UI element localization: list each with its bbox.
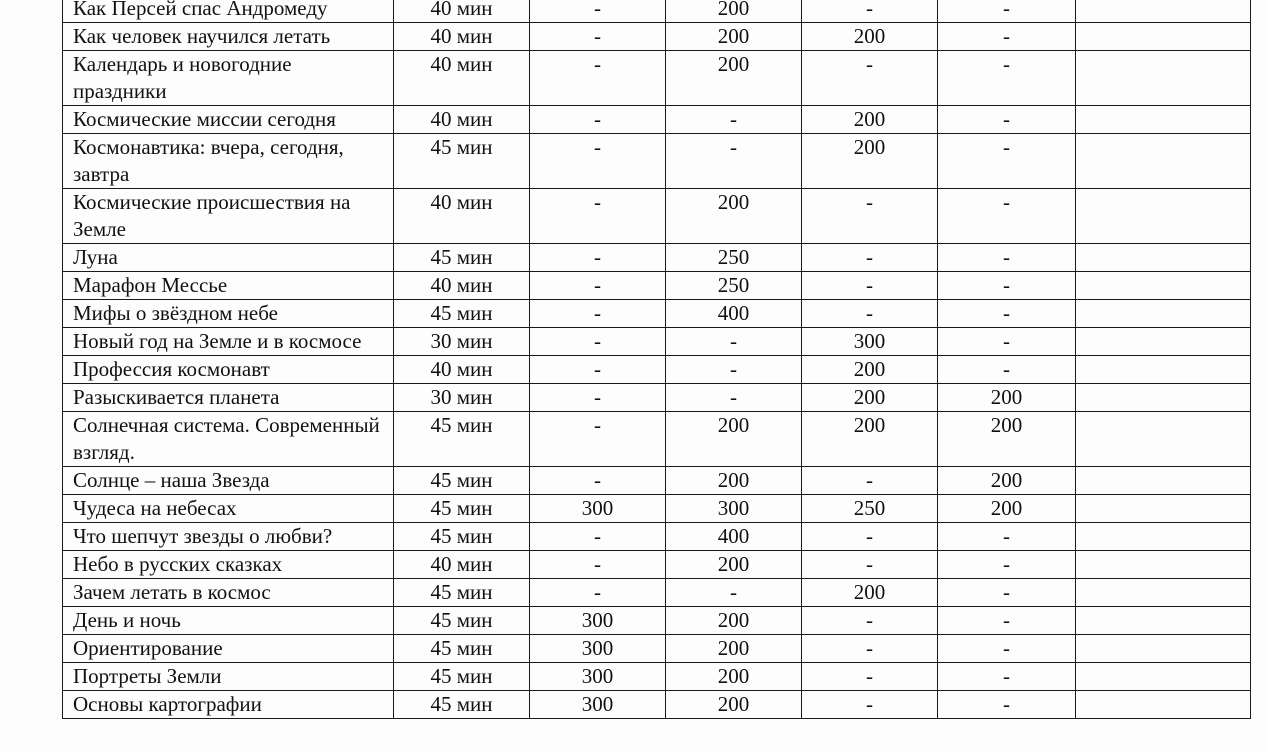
- price-col-3-cell: 200: [802, 23, 938, 51]
- price-col-1-cell: -: [530, 328, 666, 356]
- price-col-4-cell: -: [938, 106, 1076, 134]
- table-row: [63, 467, 1251, 495]
- price-col-2-cell: 200: [666, 0, 802, 23]
- price-col-3-cell: -: [802, 607, 938, 635]
- price-col-3-cell: -: [802, 51, 938, 106]
- duration-cell: 45 мин: [394, 691, 530, 719]
- duration-cell: 40 мин: [394, 0, 530, 23]
- price-col-3-cell: 300: [802, 328, 938, 356]
- table-row: [63, 0, 1251, 23]
- duration-cell: 40 мин: [394, 189, 530, 244]
- price-col-4-cell: -: [938, 635, 1076, 663]
- price-col-3-cell: -: [802, 244, 938, 272]
- table-row: [63, 328, 1251, 356]
- price-col-1-cell: 300: [530, 635, 666, 663]
- empty-cell: [1076, 189, 1251, 244]
- empty-cell: [1076, 523, 1251, 551]
- empty-cell: [1076, 579, 1251, 607]
- price-col-2-cell: 200: [666, 467, 802, 495]
- price-col-4-cell: -: [938, 523, 1076, 551]
- table-row: [63, 23, 1251, 51]
- empty-cell: [1076, 495, 1251, 523]
- price-col-1-cell: -: [530, 467, 666, 495]
- program-title-cell: Космические происшествия на Земле: [63, 189, 394, 244]
- program-title-cell: Чудеса на небесах: [63, 495, 394, 523]
- price-col-4-cell: 200: [938, 495, 1076, 523]
- price-col-3-cell: -: [802, 300, 938, 328]
- price-col-4-cell: -: [938, 244, 1076, 272]
- price-col-2-cell: 200: [666, 189, 802, 244]
- table-row: [63, 384, 1251, 412]
- empty-cell: [1076, 663, 1251, 691]
- price-col-2-cell: 200: [666, 551, 802, 579]
- price-col-4-cell: -: [938, 23, 1076, 51]
- duration-cell: 45 мин: [394, 300, 530, 328]
- duration-cell: 40 мин: [394, 356, 530, 384]
- price-col-2-cell: 300: [666, 495, 802, 523]
- price-col-4-cell: -: [938, 579, 1076, 607]
- duration-cell: 40 мин: [394, 551, 530, 579]
- duration-cell: 40 мин: [394, 106, 530, 134]
- table-row: [63, 551, 1251, 579]
- price-col-3-cell: -: [802, 189, 938, 244]
- table-row: [63, 412, 1251, 467]
- price-col-3-cell: -: [802, 663, 938, 691]
- program-title-cell: Небо в русских сказках: [63, 551, 394, 579]
- empty-cell: [1076, 691, 1251, 719]
- price-col-2-cell: 200: [666, 23, 802, 51]
- price-col-2-cell: 200: [666, 51, 802, 106]
- price-col-3-cell: -: [802, 0, 938, 23]
- price-col-2-cell: 400: [666, 523, 802, 551]
- program-title-cell: Как Персей спас Андромеду: [63, 0, 394, 23]
- empty-cell: [1076, 23, 1251, 51]
- price-col-4-cell: -: [938, 356, 1076, 384]
- program-title-cell: Мифы о звёздном небе: [63, 300, 394, 328]
- price-col-3-cell: -: [802, 551, 938, 579]
- program-title-cell: Что шепчут звезды о любви?: [63, 523, 394, 551]
- price-col-2-cell: 200: [666, 691, 802, 719]
- price-col-4-cell: -: [938, 51, 1076, 106]
- table-body: [63, 0, 1251, 719]
- table-row: [63, 523, 1251, 551]
- price-col-1-cell: 300: [530, 495, 666, 523]
- price-col-1-cell: -: [530, 106, 666, 134]
- price-col-4-cell: -: [938, 272, 1076, 300]
- price-col-2-cell: -: [666, 384, 802, 412]
- duration-cell: 45 мин: [394, 134, 530, 189]
- empty-cell: [1076, 356, 1251, 384]
- price-col-1-cell: -: [530, 0, 666, 23]
- program-title-cell: Основы картографии: [63, 691, 394, 719]
- table-row: [63, 579, 1251, 607]
- duration-cell: 45 мин: [394, 607, 530, 635]
- price-col-3-cell: 200: [802, 134, 938, 189]
- price-col-2-cell: 400: [666, 300, 802, 328]
- price-col-3-cell: 200: [802, 579, 938, 607]
- empty-cell: [1076, 0, 1251, 23]
- price-col-3-cell: 200: [802, 384, 938, 412]
- price-col-1-cell: 300: [530, 663, 666, 691]
- price-col-4-cell: -: [938, 0, 1076, 23]
- empty-cell: [1076, 607, 1251, 635]
- table-row: [63, 356, 1251, 384]
- price-col-1-cell: -: [530, 272, 666, 300]
- program-title-cell: Новый год на Земле и в космосе: [63, 328, 394, 356]
- table-row: [63, 663, 1251, 691]
- price-col-4-cell: -: [938, 691, 1076, 719]
- price-col-1-cell: 300: [530, 607, 666, 635]
- table-row: [63, 189, 1251, 244]
- price-col-2-cell: -: [666, 328, 802, 356]
- price-col-4-cell: -: [938, 134, 1076, 189]
- price-col-4-cell: -: [938, 607, 1076, 635]
- duration-cell: 30 мин: [394, 328, 530, 356]
- table-row: [63, 300, 1251, 328]
- price-col-4-cell: -: [938, 663, 1076, 691]
- price-col-3-cell: -: [802, 635, 938, 663]
- program-title-cell: Космические миссии сегодня: [63, 106, 394, 134]
- price-col-1-cell: -: [530, 412, 666, 467]
- program-title-cell: Солнечная система. Современный взгляд.: [63, 412, 394, 467]
- empty-cell: [1076, 300, 1251, 328]
- program-title-cell: Марафон Мессье: [63, 272, 394, 300]
- duration-cell: 40 мин: [394, 51, 530, 106]
- empty-cell: [1076, 467, 1251, 495]
- duration-cell: 40 мин: [394, 272, 530, 300]
- price-col-4-cell: 200: [938, 384, 1076, 412]
- price-col-2-cell: 200: [666, 607, 802, 635]
- price-col-3-cell: 200: [802, 356, 938, 384]
- price-col-4-cell: 200: [938, 467, 1076, 495]
- price-col-2-cell: -: [666, 134, 802, 189]
- empty-cell: [1076, 106, 1251, 134]
- price-col-3-cell: -: [802, 272, 938, 300]
- table-row: [63, 495, 1251, 523]
- program-title-cell: Луна: [63, 244, 394, 272]
- duration-cell: 45 мин: [394, 663, 530, 691]
- empty-cell: [1076, 272, 1251, 300]
- price-col-2-cell: -: [666, 579, 802, 607]
- price-col-1-cell: -: [530, 300, 666, 328]
- program-title-cell: Профессия космонавт: [63, 356, 394, 384]
- duration-cell: 45 мин: [394, 635, 530, 663]
- price-col-4-cell: -: [938, 189, 1076, 244]
- price-col-1-cell: -: [530, 579, 666, 607]
- price-col-3-cell: -: [802, 523, 938, 551]
- price-col-1-cell: -: [530, 356, 666, 384]
- program-title-cell: Разыскивается планета: [63, 384, 394, 412]
- programs-price-table: [62, 0, 1251, 719]
- price-col-2-cell: -: [666, 356, 802, 384]
- price-col-1-cell: -: [530, 134, 666, 189]
- price-col-4-cell: -: [938, 328, 1076, 356]
- price-col-2-cell: 250: [666, 244, 802, 272]
- empty-cell: [1076, 134, 1251, 189]
- empty-cell: [1076, 244, 1251, 272]
- price-col-4-cell: 200: [938, 412, 1076, 467]
- program-title-cell: Солнце – наша Звезда: [63, 467, 394, 495]
- program-title-cell: Ориентирование: [63, 635, 394, 663]
- table-row: [63, 607, 1251, 635]
- empty-cell: [1076, 551, 1251, 579]
- price-col-2-cell: 200: [666, 412, 802, 467]
- duration-cell: 45 мин: [394, 523, 530, 551]
- duration-cell: 30 мин: [394, 384, 530, 412]
- price-col-4-cell: -: [938, 551, 1076, 579]
- table-row: [63, 244, 1251, 272]
- price-col-2-cell: 200: [666, 663, 802, 691]
- empty-cell: [1076, 635, 1251, 663]
- program-title-cell: Портреты Земли: [63, 663, 394, 691]
- empty-cell: [1076, 384, 1251, 412]
- price-col-1-cell: 300: [530, 691, 666, 719]
- program-title-cell: Календарь и новогодние праздники: [63, 51, 394, 106]
- price-col-1-cell: -: [530, 23, 666, 51]
- duration-cell: 45 мин: [394, 579, 530, 607]
- empty-cell: [1076, 51, 1251, 106]
- duration-cell: 45 мин: [394, 495, 530, 523]
- price-col-3-cell: -: [802, 691, 938, 719]
- price-col-3-cell: 200: [802, 106, 938, 134]
- price-col-4-cell: -: [938, 300, 1076, 328]
- empty-cell: [1076, 328, 1251, 356]
- table-row: [63, 272, 1251, 300]
- program-title-cell: Зачем летать в космос: [63, 579, 394, 607]
- table-row: [63, 134, 1251, 189]
- price-col-3-cell: 250: [802, 495, 938, 523]
- empty-cell: [1076, 412, 1251, 467]
- table-row: [63, 635, 1251, 663]
- table-row: [63, 106, 1251, 134]
- duration-cell: 45 мин: [394, 467, 530, 495]
- table-row: [63, 691, 1251, 719]
- price-col-1-cell: -: [530, 551, 666, 579]
- price-col-1-cell: -: [530, 189, 666, 244]
- price-col-3-cell: -: [802, 467, 938, 495]
- price-col-1-cell: -: [530, 244, 666, 272]
- price-col-2-cell: 200: [666, 635, 802, 663]
- table-row: [63, 51, 1251, 106]
- price-col-1-cell: -: [530, 523, 666, 551]
- price-col-3-cell: 200: [802, 412, 938, 467]
- duration-cell: 45 мин: [394, 412, 530, 467]
- program-title-cell: День и ночь: [63, 607, 394, 635]
- price-col-2-cell: -: [666, 106, 802, 134]
- price-col-1-cell: -: [530, 51, 666, 106]
- program-title-cell: Космонавтика: вчера, сегодня, завтра: [63, 134, 394, 189]
- price-col-1-cell: -: [530, 384, 666, 412]
- duration-cell: 40 мин: [394, 23, 530, 51]
- price-col-2-cell: 250: [666, 272, 802, 300]
- duration-cell: 45 мин: [394, 244, 530, 272]
- program-title-cell: Как человек научился летать: [63, 23, 394, 51]
